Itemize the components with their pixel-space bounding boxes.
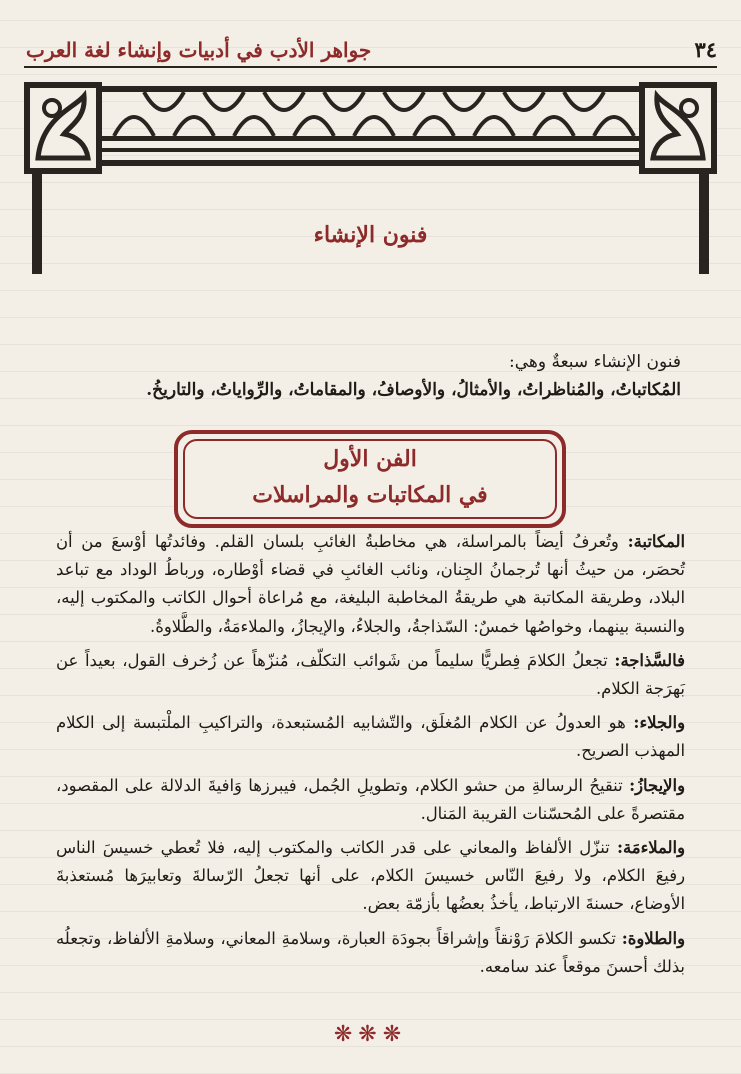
page-header [26, 30, 717, 62]
running-title: جواهر الأدب في أدبيات وإنشاء لغة العرب [26, 38, 372, 62]
paragraph [56, 772, 685, 828]
paragraph-term: والطلاوة: [621, 928, 685, 948]
intro-line-1: فنون الإنشاء سبعةٌ وهي: [509, 352, 681, 372]
paragraph-text: تنزّل الألفاظ والمعاني على قدر الكاتب والمكتوب إليه، فلا تُعطي خسيسَ الناس رفيعَ الكلام، ولا رفيعَ النّاس خسيسَ الكلام، على أنها تجعلُ الرّسالةَ وتعابيرَها مُستعذبةَ الأوضاع، حسنةَ الارتباط، يأخذُ بعضُها بأزمّة بعض. [56, 838, 685, 914]
intro-line-2: المُكاتباتُ، والمُناظراتُ، والأمثالُ، والأوصافُ، والمقاماتُ، والرِّواياتُ، والتاريخُ. [146, 380, 681, 400]
paragraph-text: تكسو الكلامَ رَوْنقاً وإشراقاً بجودَة العبارة، وسلامةِ المعاني، وسلامةِ الألفاظ، وتجعلُه بذلك أحسنَ موقعاً عند سامعه. [56, 928, 685, 976]
paragraph-term: المكاتبة: [627, 532, 685, 551]
body-text [56, 528, 685, 987]
paragraph-term: فالسَّذاجة: [614, 650, 685, 670]
paragraph-text: تجعلُ الكلامَ فِطريًّا سليماً من شَوائب التكلّف، مُنزّهاً عن زُخرف القول، بعيداً عن بَهرَجة الكلام. [56, 650, 685, 699]
chapter-title-1: الفن الأول [323, 446, 417, 472]
paragraph [56, 709, 685, 765]
paragraph [56, 528, 685, 641]
paragraph-text: وتُعرفُ أيضاً بالمراسلة، هي مخاطبةُ الغائبِ بلسان القلم. وفائدتُها أوْسعَ من أن تُحصَر، من حيثُ أنها تُرجمانُ الجِنان، ونائب الغائبِ في قضاء أوْطاره، ورباطُ الوداد مع تباعد البلاد، وطريقة المكاتبة هي طريقةُ المخاطبة البليغة، مع مُراعاة أحوال الكاتب والمكتوب إليه، والنسبة بينهما، وخواصُها خمسٌ: السّذاجةُ، والجلاءُ، والإيجازُ، والملاءمَةُ، والطَّلاوةُ. [56, 532, 685, 636]
header-rule [24, 66, 717, 68]
paragraph [56, 647, 685, 703]
paragraph-term: والإيجازُ: [629, 775, 685, 795]
section-end-stars: ❋❋❋ [333, 1022, 408, 1047]
chapter-title-box [174, 430, 566, 528]
paragraph [56, 925, 685, 981]
paragraph [56, 834, 685, 919]
page-number: ٣٤ [694, 37, 717, 62]
paragraph-text: تنقيحُ الرسالةِ من حشو الكلام، وتطويلِ الجُمل، فيبرزها وَافيةَ الدلالة على المقصود، مقتصرةً على المُحسّنات القريبة المَنال. [56, 775, 685, 823]
paragraph-term: والملاءمَة: [616, 838, 685, 858]
intro-block [60, 348, 681, 404]
paragraph-term: والجلاء: [633, 713, 685, 733]
section-title: فنون الإنشاء [313, 222, 428, 248]
paragraph-text: هو العدولُ عن الكلام المُغلَق، والتّشابيه المُستبعدة، والتراكيبِ الملْتبسة إلى الكلام المهذب الصريح. [56, 713, 685, 761]
chapter-title-2: في المكاتبات والمراسلات [252, 482, 488, 508]
